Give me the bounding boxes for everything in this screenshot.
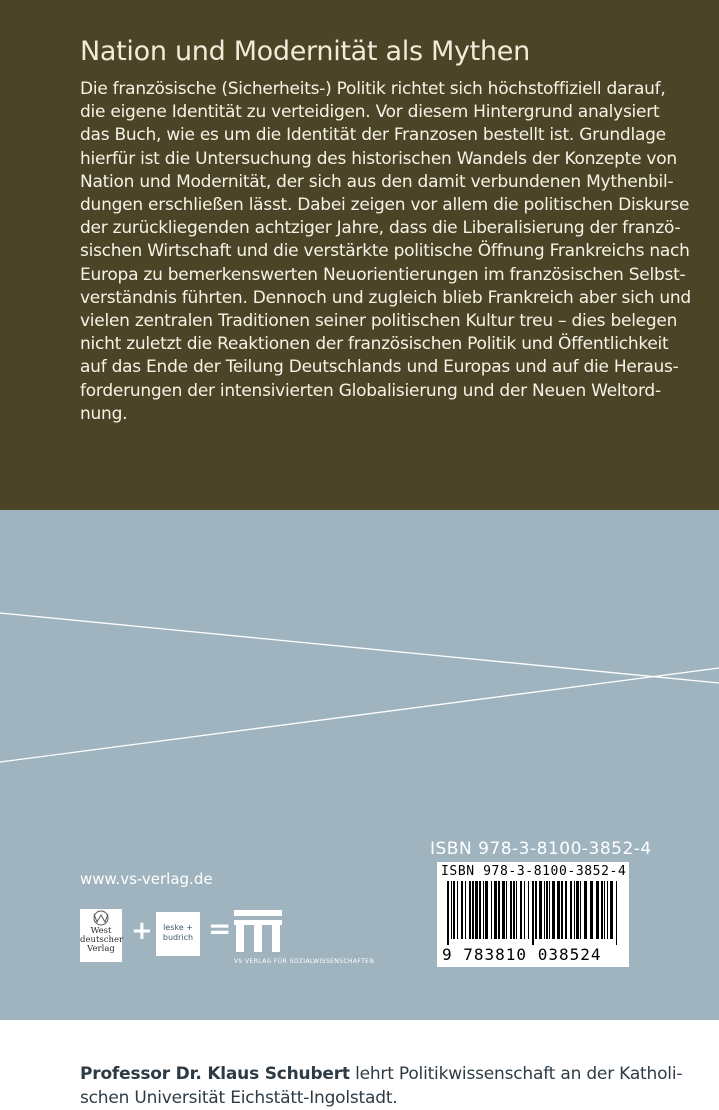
isbn-label: ISBN 978-3-8100-3852-4 [430, 839, 652, 859]
blurb-line: vielen zentralen Traditionen seiner politischen Kultur treu – dies belegen [80, 311, 678, 332]
barcode-bar [451, 881, 452, 939]
publisher-website-link[interactable]: www.vs-verlag.de [80, 870, 213, 888]
barcode-bar [461, 881, 463, 939]
blurb-line: forderungen der intensivierten Globalisierung und der Neuen Weltord- [80, 380, 661, 401]
barcode-bar [510, 881, 512, 939]
equals-sign: = [208, 912, 232, 945]
barcode-bar [494, 881, 497, 939]
barcode-bars [447, 881, 619, 945]
barcode-bar [520, 881, 522, 939]
author-bio-line-1 [80, 1062, 690, 1086]
author-name: Professor Dr. Klaus Schubert [80, 1064, 350, 1084]
barcode-bar [539, 881, 542, 939]
barcode-bar [601, 881, 603, 939]
vs-verlag-logo-icon [234, 910, 282, 954]
author-bio-text: lehrt Politikwissenschaft an der Katholi- [349, 1064, 683, 1084]
barcode-bar [570, 881, 572, 939]
barcode-bar [532, 881, 534, 945]
author-panel [0, 510, 719, 1108]
wd-line-3: Verlag [87, 944, 115, 954]
blurb-line: dungen erschließen lässt. Dabei zeigen vor allem die politischen Diskurse [80, 195, 690, 216]
blurb-line: Europa zu bemerkenswerten Neuorientierungen im französischen Selbst- [80, 264, 686, 285]
barcode-bar [506, 881, 507, 939]
barcode-bar [535, 881, 537, 939]
blurb-line: verständnis führten. Dennoch und zugleich blieb Frankreich aber sich und [80, 287, 691, 308]
westdeutscher-verlag-logo [80, 909, 122, 962]
westdeutscher-verlag-text [80, 927, 122, 954]
leske-budrich-logo [156, 912, 200, 956]
barcode-bar [546, 881, 548, 939]
decorative-line-upper [0, 613, 719, 683]
barcode-bar [561, 881, 563, 939]
blurb-line: die eigene Identität zu verteidigen. Vor diesem Hintergrund analysiert [80, 102, 660, 123]
blurb-line: Nation und Modernität, der sich aus den damit verbundenen Mythenbil- [80, 171, 674, 192]
barcode-bar [544, 881, 545, 939]
blurb-line: hierfür ist die Untersuchung des historischen Wandels der Konzepte von [80, 148, 677, 169]
barcode-bar [491, 881, 492, 939]
barcode-bar [475, 881, 478, 939]
plus-sign: + [131, 916, 153, 946]
barcode-bar [457, 881, 458, 939]
barcode-bar [447, 881, 449, 945]
barcode [437, 862, 629, 967]
barcode-bar [483, 881, 484, 939]
barcode-bar [485, 881, 488, 939]
barcode-bar [469, 881, 471, 939]
decorative-line-lower [0, 668, 719, 762]
blurb-line: Die französische (Sicherheits-) Politik richtet sich höchstoffiziell darauf, [80, 79, 666, 99]
barcode-bar [524, 881, 525, 939]
barcode-bar [607, 881, 608, 939]
barcode-bar [610, 881, 613, 939]
blurb-line: nung. [80, 403, 128, 424]
wd-line-1: West [90, 926, 112, 936]
barcode-bar [552, 881, 555, 939]
barcode-bar [465, 881, 466, 939]
lb-line-2: budrich [162, 933, 194, 942]
barcode-bar [596, 881, 599, 939]
barcode-bar [590, 881, 593, 939]
blurb-line: nicht zuletzt die Reaktionen der französischen Politik und Öffentlichkeit [80, 334, 669, 355]
barcode-bar [557, 881, 560, 939]
blurb-line: sischen Wirtschaft und die verstärkte politische Öffnung Frankreichs nach [80, 241, 690, 262]
barcode-bar [516, 881, 517, 939]
blurb-line: auf das Ende der Teilung Deutschlands und Europas und auf die Heraus- [80, 357, 679, 378]
barcode-bar [528, 881, 529, 939]
barcode-bar [565, 881, 567, 939]
barcode-bar [576, 881, 579, 939]
barcode-isbn-text: ISBN 978-3-8100-3852-4 [441, 864, 627, 879]
author-bio-line-2: schen Universität Eichstätt-Ingolstadt. [80, 1088, 398, 1108]
barcode-bar [604, 881, 605, 939]
barcode-bar [498, 881, 500, 939]
blurb-line: der zurückliegenden achtziger Jahre, dass die Liberalisierung der franzö- [80, 218, 681, 239]
barcode-bar [549, 881, 550, 939]
barcode-bar [616, 881, 617, 945]
lb-line-1: leske + [163, 923, 193, 932]
barcode-bar [513, 881, 515, 939]
barcode-bar [580, 881, 581, 939]
barcode-bar [584, 881, 587, 939]
barcode-bar [472, 881, 474, 939]
wd-line-2: deutscher [80, 935, 124, 945]
blurb-line: das Buch, wie es um die Identität der Franzosen bestellt ist. Grundlage [80, 125, 666, 146]
leske-budrich-text [158, 923, 198, 943]
author-bio [80, 1062, 690, 1110]
barcode-bar [502, 881, 505, 939]
barcode-number: 9 783810 038524 [442, 945, 602, 964]
barcode-bar [453, 881, 455, 939]
barcode-bar [574, 881, 575, 939]
blurb-panel [0, 0, 719, 510]
blurb-text [80, 78, 691, 426]
barcode-bar [479, 881, 481, 939]
book-title-heading: Nation und Modernität als Mythen [80, 36, 530, 67]
vs-verlag-text: VS VERLAG FÜR SOZIALWISSENSCHAFTEN [234, 958, 375, 965]
